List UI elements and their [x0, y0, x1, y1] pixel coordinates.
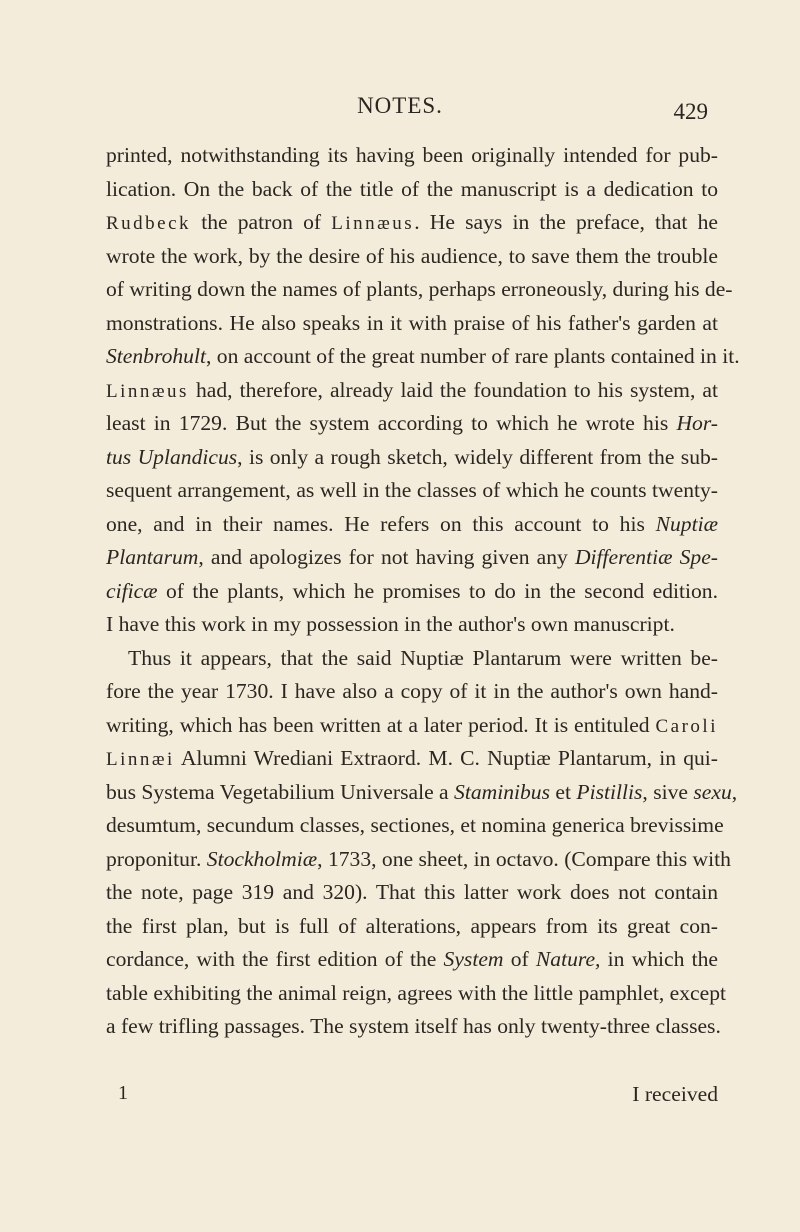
text-line: Linnæi Alumni Wrediani Extraord. M. C. Nuptiæ Plantarum, in qui- — [106, 746, 718, 770]
text-line: Linnæus had, therefore, already laid the foundation to his system, at — [106, 377, 718, 402]
page-footer — [106, 1082, 718, 1116]
text-line: monstrations. He also speaks in it with praise of his father's garden at — [106, 310, 718, 335]
text-line: bus Systema Vegetabilium Universale a Staminibus et Pistillis, sive sexu, — [106, 779, 738, 804]
body-text — [106, 139, 740, 1044]
text-line: of writing down the names of plants, perhaps erroneously, during his de- — [106, 277, 733, 301]
text-line: I have this work in my possession in the author's own manuscript. — [106, 612, 675, 636]
text-line: least in 1729. But the system according to which he wrote his Hor- — [106, 411, 718, 435]
text-line: the note, page 319 and 320). That this latter work does not contain — [106, 880, 718, 904]
page-number: 429 — [673, 99, 708, 124]
text-line: Rudbeck the patron of Linnæus. He says in the preface, that he — [106, 210, 718, 234]
text-line: fore the year 1730. I have also a copy of it in the author's own hand- — [106, 679, 718, 703]
text-line: writing, which has been written at a later period. It is entituled Caroli — [106, 712, 718, 737]
text-line: Plantarum, and apologizes for not having given any Differentiæ Spe- — [106, 545, 718, 569]
text-line: tus Uplandicus, is only a rough sketch, widely different from the sub- — [106, 444, 718, 469]
page-header — [0, 93, 800, 123]
running-head: NOTES. — [357, 93, 443, 118]
text-line: cificæ of the plants, which he promises to do in the second edition. — [106, 578, 718, 603]
text-line: cordance, with the first edition of the System of Nature, in which the — [106, 947, 718, 971]
text-line: table exhibiting the animal reign, agrees with the little pamphlet, except — [106, 980, 727, 1005]
text-line: one, and in their names. He refers on this account to his Nuptiæ — [106, 511, 718, 536]
text-line: sequent arrangement, as well in the classes of which he counts twenty- — [106, 478, 718, 502]
text-line: proponitur. Stockholmiæ, 1733, one sheet, in octavo. (Compare this with — [106, 846, 731, 871]
signature-mark: 1 — [118, 1082, 128, 1104]
text-line: desumtum, secundum classes, sectiones, et nomina generica brevissime — [106, 813, 724, 837]
text-line: Stenbrohult, on account of the great number of rare plants contained in it. — [106, 344, 740, 368]
text-line: wrote the work, by the desire of his audience, to save them the trouble — [106, 243, 718, 268]
text-line: printed, notwithstanding its having been originally intended for pub- — [106, 143, 718, 167]
text-line: a few trifling passages. The system itself has only twenty-three classes. — [106, 1014, 721, 1038]
paragraph-start-line: Thus it appears, that the said Nuptiæ Plantarum were written be- — [128, 645, 718, 670]
text-line: the first plan, but is full of alterations, appears from its great con- — [106, 913, 718, 938]
catchword: I received — [632, 1082, 718, 1106]
text-line: lication. On the back of the title of the manuscript is a dedication to — [106, 176, 718, 201]
